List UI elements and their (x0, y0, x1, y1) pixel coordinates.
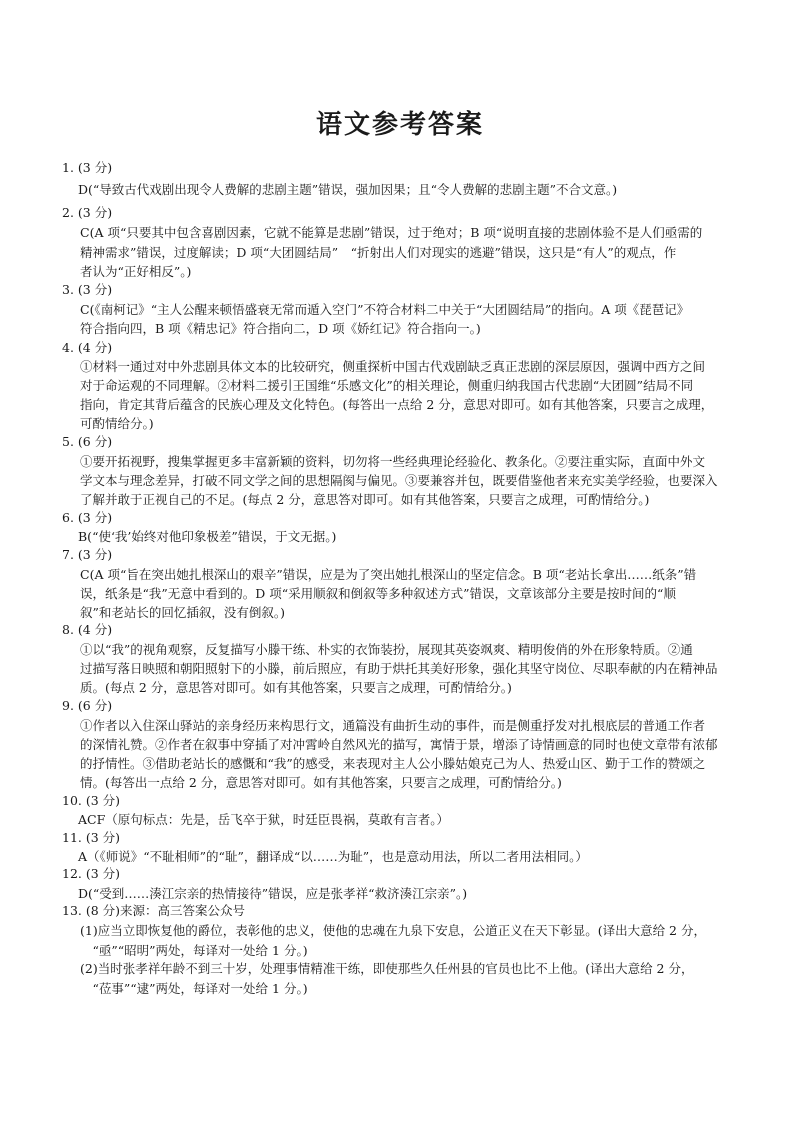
answer-line: ①材料一通过对中外悲剧具体文本的比较研究，侧重探析中国古代戏剧缺乏真正悲剧的深层原因，强调中西方之间 (80, 359, 706, 374)
answer-line: D(“导致古代戏剧出现令人费解的悲剧主题”错误，强加因果；且“令人费解的悲剧主题”不合文意。) (78, 182, 618, 197)
question-number: 1. (3 分) (62, 160, 113, 175)
question-number: 11. (3 分) (62, 830, 121, 845)
question-number: 3. (3 分) (62, 282, 113, 297)
answer-line: 叙”和老站长的回忆插叙，没有倒叙。) (80, 605, 286, 620)
answer-line: 情。(每答出一点给 2 分，意思答对即可。如有其他答案，只要言之成理，可酌情给分。) (80, 775, 562, 790)
answer-line: “莅事”“逮”两处，每译对一处给 1 分。) (80, 981, 308, 996)
answer-line: C(《南柯记》“主人公醒来顿悟盛衰无常而遁入空门”不符合材料二中关于“大团圆结局”的指向。A 项《琵琶记》 (80, 302, 690, 317)
answer-line: 质。(每点 2 分，意思答对即可。如有其他答案，只要言之成理，可酌情给分。) (80, 680, 512, 695)
answer-line: 过描写落日映照和朝阳照射下的小滕，前后照应，有助于烘托其美好形象，强化其坚守岗位、尽职奉献的内在精神品 (80, 661, 718, 676)
answer-line: ACF（原句标点：先是，岳飞卒于狱，时廷臣畏祸，莫敢有言者。） (78, 812, 450, 827)
answer-line: 精神需求”错误，过度解读；D 项“大团圆结局” “折射出人们对现实的逃避”错误，这只是“有人”的观点，作 (80, 245, 677, 260)
answer-line: 符合指向四，B 项《精忠记》符合指向二，D 项《娇红记》符合指向一。) (80, 321, 481, 336)
answer-line: 对于命运观的不同理解。②材料二援引王国维“乐感文化”的相关理论，侧重归纳我国古代悲剧“大团圆”结局不同 (80, 378, 694, 393)
question-number: 8. (4 分) (62, 622, 113, 637)
answer-line: 的抒情性。③借助老站长的感慨和“我”的感受，来表现对主人公小滕姑娘克己为人、热爱山区、勤于工作的赞颂之 (80, 756, 706, 771)
answer-line: (1)应当立即恢复他的爵位，表彰他的忠义，使他的忠魂在九泉下安息，公道正义在天下彰显。(译出大意给 2 分， (80, 923, 706, 938)
question-number: 7. (3 分) (62, 547, 113, 562)
answer-line: 可酌情给分。) (80, 416, 154, 431)
answer-line: (2)当时张孝祥年龄不到三十岁，处理事情精准干练，即使那些久任州县的官员也比不上他。(译出大意给 2 分， (80, 961, 694, 976)
answer-line: ①以“我”的视角观察，反复描写小滕干练、朴实的衣饰装扮，展现其英姿飒爽、精明俊俏的外在形象特质。②通 (80, 642, 693, 657)
answer-line: 误，纸条是“我”无意中看到的。D 项“采用顺叙和倒叙等多种叙述方式”错误，文章该部分主要是按时间的“顺 (80, 586, 676, 601)
answer-line: 了解并敢于正视自己的不足。(每点 2 分，意思答对即可。如有其他答案，只要言之成理，可酌情给分。) (80, 492, 650, 507)
question-number: 10. (3 分) (62, 793, 121, 808)
answer-line: C(A 项“只要其中包含喜剧因素，它就不能算是悲剧”错误，过于绝对；B 项“说明直接的悲剧体验不是人们亟需的 (80, 225, 703, 240)
answer-line: ①要开拓视野，搜集掌握更多丰富新颖的资料，切勿将一些经典理论经验化、教条化。②要注重实际，直面中外文 (80, 454, 706, 469)
question-number: 13. (8 分)来源：高三答案公众号 (62, 903, 246, 918)
answer-line: 者认为“正好相反”。) (80, 264, 192, 279)
answer-line: “亟”“昭明”两处，每译对一处给 1 分。) (80, 943, 308, 958)
question-number: 2. (3 分) (62, 205, 113, 220)
answer-line: 学文本与理念差异，打破不同文学之间的思想隔阂与偏见。③要兼容并包，既要借鉴他者来充实美学经验，也要深入 (80, 473, 718, 488)
question-number: 9. (6 分) (62, 698, 113, 713)
question-number: 4. (4 分) (62, 340, 113, 355)
answer-line: A（《师说》“不耻相师”的“耻”，翻译成“以……为耻”，也是意动用法，所以二者用法相同。） (78, 849, 588, 864)
page-title: 语文参考答案 (315, 110, 484, 140)
question-number: 12. (3 分) (62, 866, 121, 881)
answer-line: B(“使‘我’始终对他印象极差”错误，于文无据。) (78, 529, 337, 544)
answer-line: 的深情礼赞。②作者在叙事中穿插了对冲霄岭自然风光的描写，寓情于景，增添了诗情画意的同时也使文章带有浓郁 (80, 737, 718, 752)
answer-line: ①作者以入住深山驿站的亲身经历来构思行文，通篇没有曲折生动的事件，而是侧重抒发对扎根底层的普通工作者 (80, 718, 706, 733)
answer-line: D(“受到……湊江宗亲的热情接待”错误，应是张孝祥“救济湊江宗亲”。) (78, 886, 468, 901)
answer-line: C(A 项“旨在突出她扎根深山的艰辛”错误，应是为了突出她扎根深山的坚定信念。B 项“老站长拿出……纸条”错 (80, 567, 697, 582)
question-number: 5. (6 分) (62, 434, 113, 449)
question-number: 6. (3 分) (62, 510, 113, 525)
answer-line: 指向，肯定其背后蕴含的民族心理及文化特色。(每答出一点给 2 分，意思对即可。如有其他答案，只要言之成理， (80, 397, 714, 412)
